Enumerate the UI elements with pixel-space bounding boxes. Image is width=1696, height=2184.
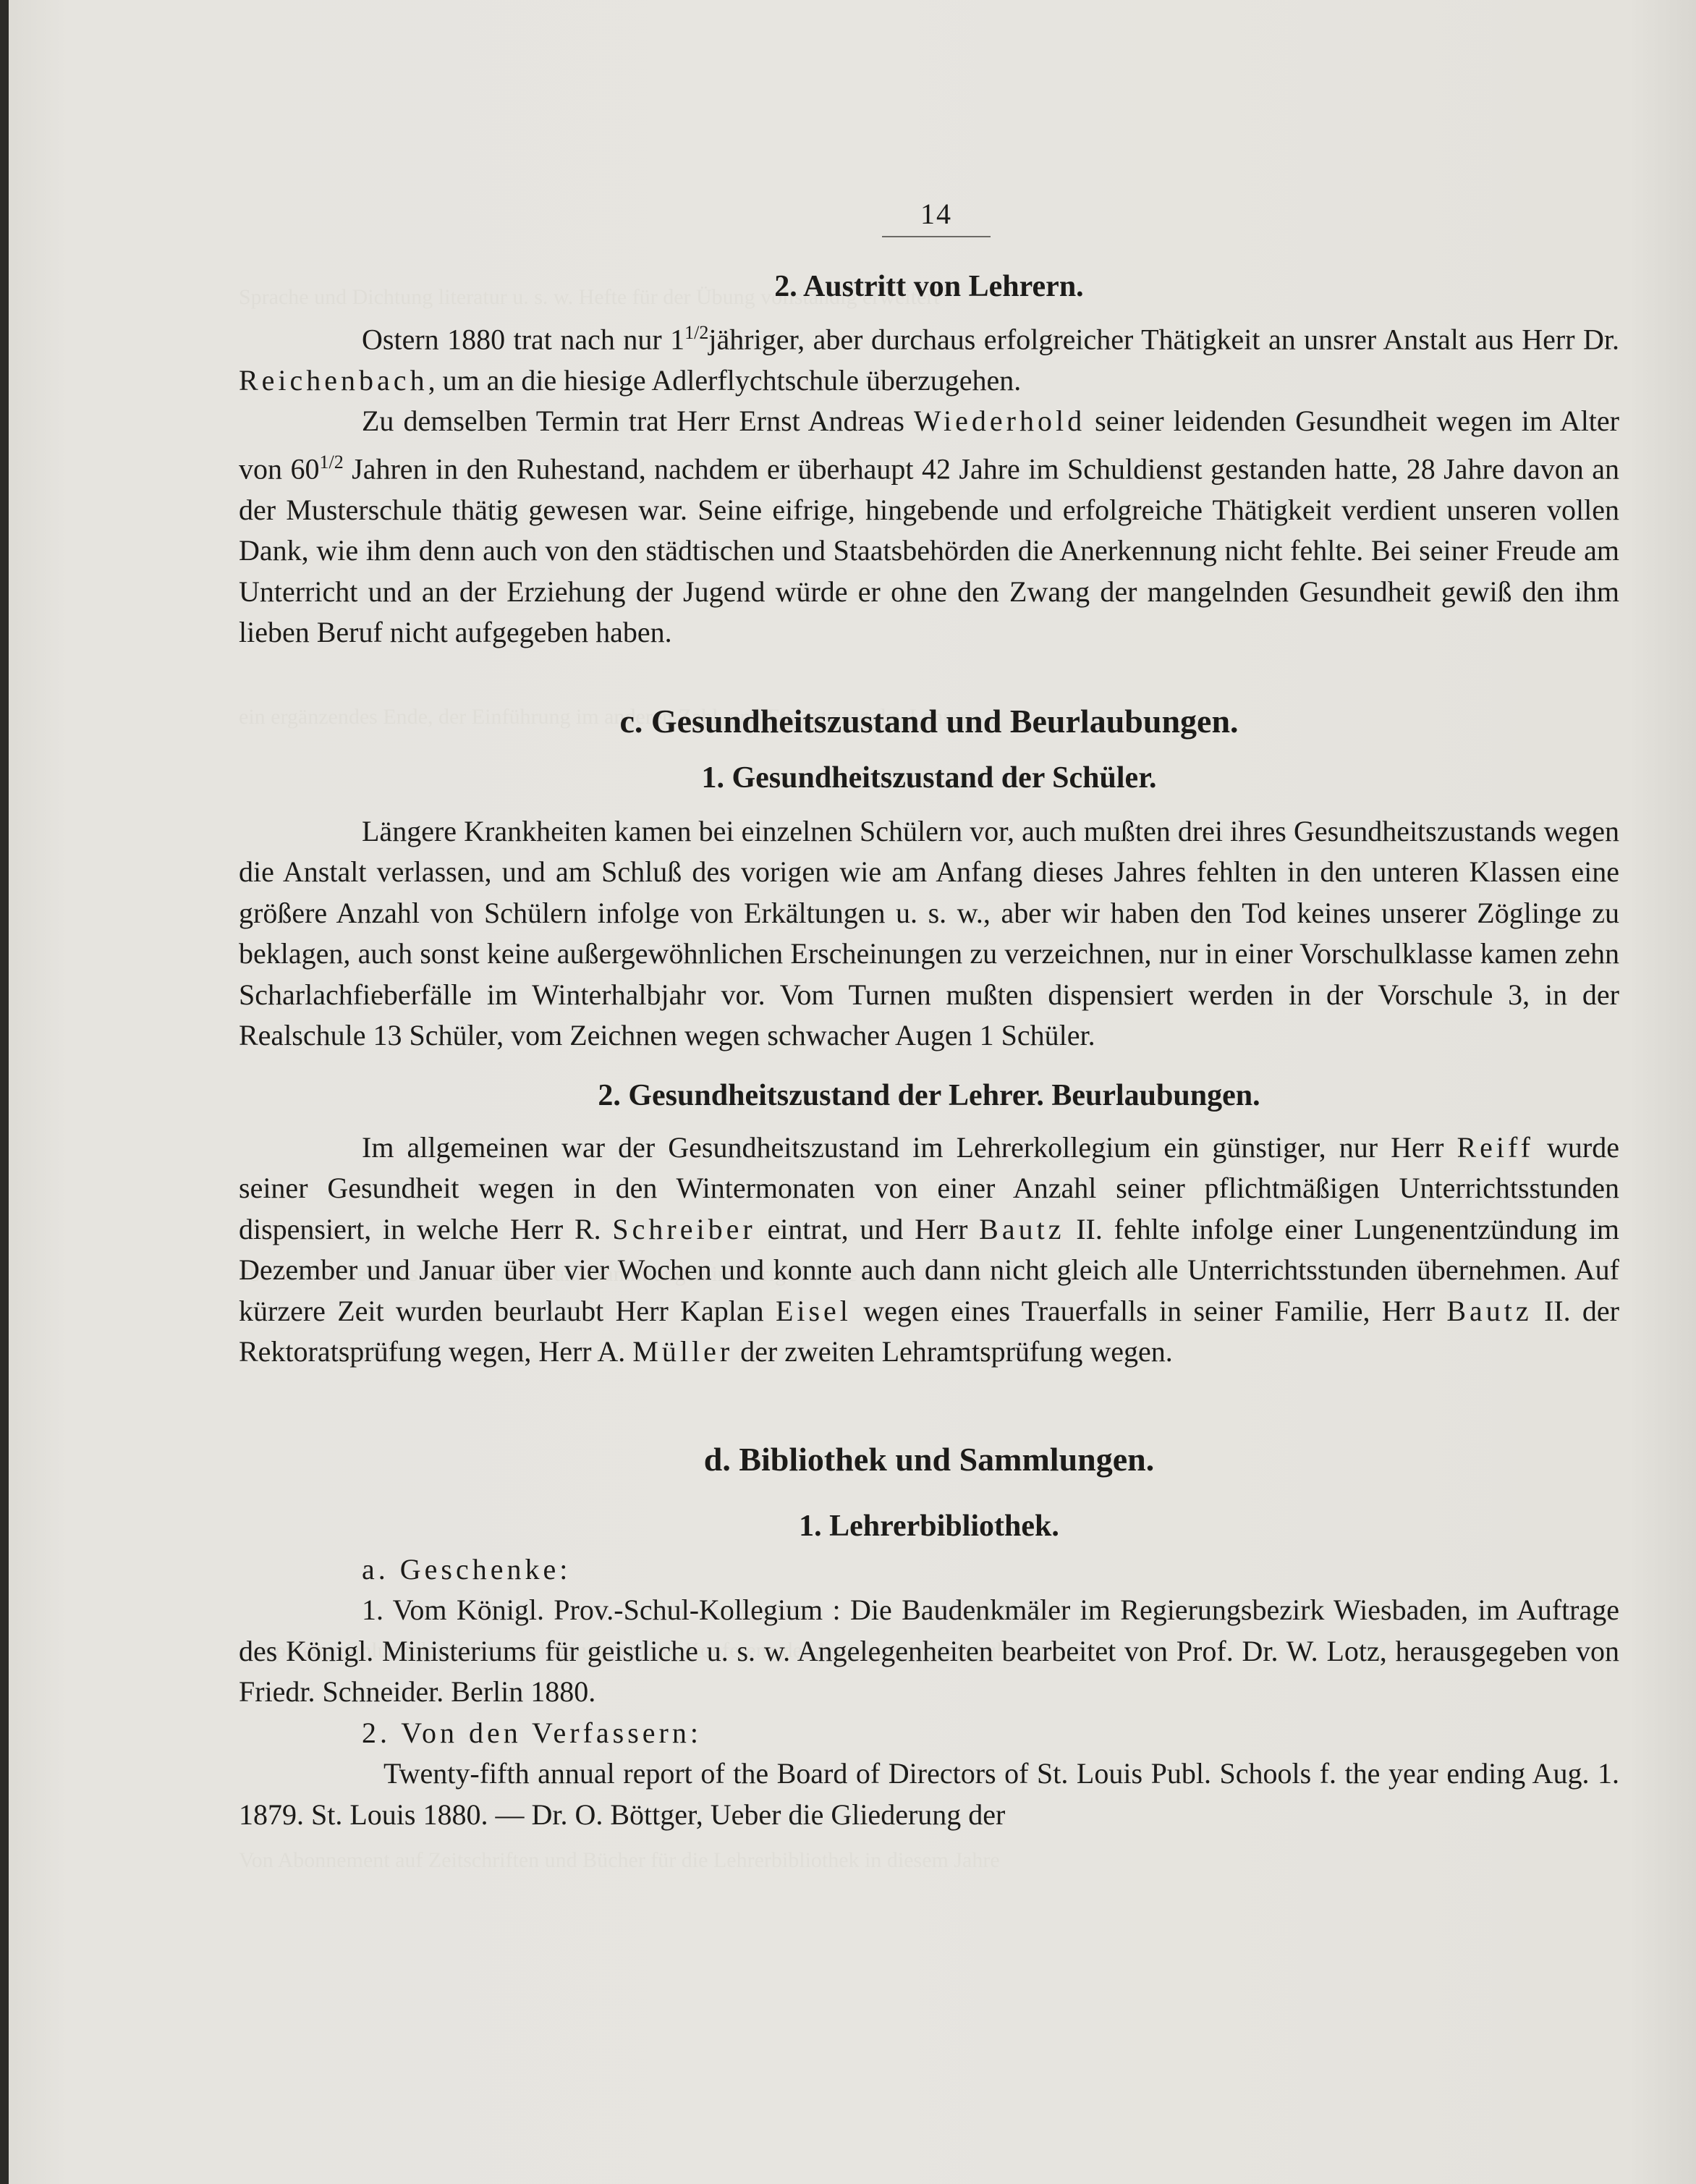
section-2-heading: 2. Austritt von Lehrern. — [774, 270, 1084, 303]
bleed-through-text — [239, 1842, 1000, 1879]
person-name-schreiber: Schreiber — [612, 1212, 756, 1245]
person-name-reiff: Reiff — [1457, 1130, 1534, 1164]
person-name-reichenbach: Reichenbach — [239, 363, 428, 397]
gifts-label: a. Geschenke: — [362, 1552, 572, 1586]
section-d-heading: d. Bibliothek und Sammlungen. — [703, 1440, 1155, 1478]
text-run: jähriger, aber durchaus erfolgreicher Thätigkeit an unsrer Anstalt aus Herr Dr. — [708, 323, 1619, 356]
section-c2-paragraph — [239, 1127, 1619, 1373]
section-d1-item-2-label — [239, 1713, 1619, 1754]
text-run: II. der Rektoratsprüfung wegen, Herr A. — [239, 1294, 1619, 1368]
text-run: wurde seiner Gesundheit wegen in den Wintermonaten von einer Anzahl seiner pflichtmäßigen Unterrichtsstunden dispensiert, in welche Herr R. — [239, 1130, 1619, 1245]
text-run: Die Baudenkmäler im Regierungsbezirk Wiesbaden, im Auftrage des Königl. Ministeriums für geistliche u. s. w. Angelegenheiten bearbeitet von Prof. Dr. W. Lotz, herausgegeben von Friedr. Schneider. Berlin 1880. — [239, 1593, 1620, 1709]
section-c1-paragraph: Längere Krankheiten kamen bei einzelnen Schülern vor, auch mußten drei ihres Gesundheitszustands wegen die Anstalt verlassen, und am Schluß des vorigen wie am Anfang dieses Jahres fehlten in den unteren Klassen eine größere Anzahl von Schülern infolge von Erkältungen u. s. w., aber wir haben den Tod keines unserer Zöglinge zu beklagen, auch sonst keine außergewöhnlichen Erscheinungen zu verzeichnen, nur in einer Vorschulklasse kamen zehn Scharlachfieberfälle im Winterhalbjahr vor. Vom Turnen mußten dispensiert werden in der Vorschule 3, in der Realschule 13 Schüler, vom Zeichnen wegen schwacher Augen 1 Schüler. — [239, 814, 1619, 1052]
text-run: Zu demselben Termin trat Herr Ernst Andreas — [362, 405, 914, 438]
person-name-bautz: Bautz — [1446, 1294, 1532, 1327]
page-number: 14 — [920, 198, 952, 230]
section-d1-a-label — [239, 1549, 1619, 1591]
page-number-rule — [882, 236, 991, 237]
text-run: Im allgemeinen war der Gesundheitszustand im Lehrerkollegium ein günstiger, nur Herr — [362, 1130, 1457, 1164]
text-run: der zweiten Lehramtsprüfung wegen. — [733, 1335, 1173, 1368]
fraction-text: 1/2 — [319, 451, 344, 473]
person-name-mueller: Müller — [632, 1335, 734, 1368]
text-run: II. fehlte infolge einer Lungenentzündung im Dezember und Januar über vier Wochen und konnte auch dann nicht gleich alle Unterrichtsstunden übernehmen. Auf kürzere Zeit wurden beurlaubt Herr Kaplan — [239, 1212, 1619, 1327]
section-d1-item-1 — [239, 1590, 1619, 1713]
section-c1-heading: 1. Gesundheitszustand der Schüler. — [701, 761, 1157, 795]
text-run: , um an die hiesige Adlerflychtschule überzugehen. — [428, 363, 1022, 397]
section-2-paragraph-1 — [239, 313, 1619, 401]
section-c2-heading: 2. Gesundheitszustand der Lehrer. Beurlaubungen. — [598, 1078, 1260, 1112]
person-name-bautz: Bautz — [979, 1212, 1065, 1245]
person-name-eisel: Eisel — [775, 1294, 852, 1327]
text-run: eintrat, und Herr — [755, 1212, 980, 1245]
section-d1-item-2-text: Twenty-fifth annual report of the Board of Directors of St. Louis Publ. Schools f. the year ending Aug. 1. 1879. St. Louis 1880. — Dr. O. Böttger, Ueber die Gliederung der — [239, 1757, 1619, 1831]
page-content — [239, 194, 1619, 1835]
text-run: seiner leidenden Gesundheit wegen im Alter von 60 — [239, 405, 1619, 486]
section-2-paragraph-2 — [239, 401, 1619, 653]
section-c-heading: c. Gesundheitszustand und Beurlaubungen. — [619, 702, 1239, 740]
person-name-wiederhold: Wiederhold — [913, 405, 1086, 438]
section-d1-heading: 1. Lehrerbibliothek. — [799, 1509, 1059, 1543]
text-run: Ostern 1880 trat nach nur 1 — [362, 323, 685, 356]
authors-label: 2. Von den Verfassern: — [362, 1716, 702, 1749]
text-run: wegen eines Trauerfalls in seiner Familie, Herr — [851, 1294, 1447, 1327]
binding-edge — [0, 0, 9, 2184]
fraction-text: 1/2 — [684, 322, 709, 343]
text-run: Jahren in den Ruhestand, nachdem er überhaupt 42 Jahre im Schuldienst gestanden hatte, 28 Jahre davon an der Musterschule thätig gewesen war. Seine eifrige, hingebende und erfolgreiche Thätigkeit verdient unseren vollen Dank, wie ihm denn auch von den städtischen und Staatsbehörden die Anerkennung nicht fehlte. Bei seiner Freude am Unterricht und an der Erziehung der Jugend würde er ohne den Zwang der mangelnden Gesundheit gewiß den ihm lieben Beruf nicht aufgegeben haben. — [239, 452, 1619, 649]
donor-label: 1. Vom Königl. Prov.-Schul-Kollegium : — [362, 1593, 841, 1627]
